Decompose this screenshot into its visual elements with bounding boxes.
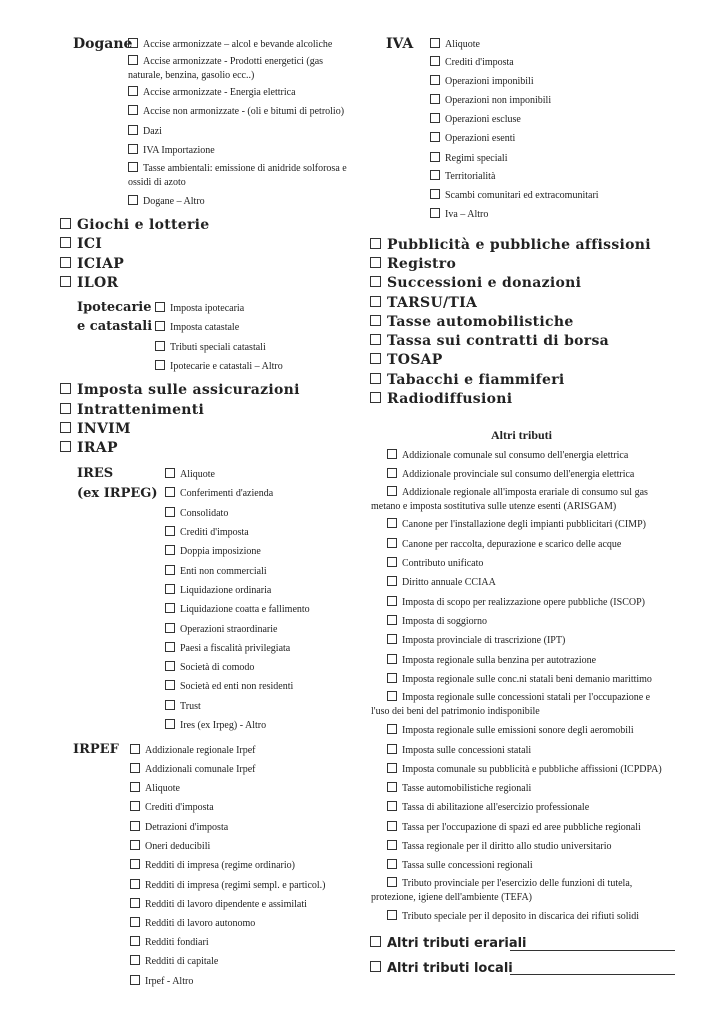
checkbox-label: Addizionale provinciale sul consumo dell'energia elettrica (402, 469, 635, 480)
checkbox-icon (130, 821, 140, 831)
checkbox-label: IVA Importazione (143, 145, 215, 156)
checkbox-icon (130, 801, 140, 811)
checkbox-icon (430, 75, 440, 85)
checkbox-ipotecarie-1[interactable] (155, 302, 244, 315)
checkbox-iva-6[interactable] (430, 132, 515, 145)
checkbox-label: Detrazioni d'imposta (145, 822, 229, 833)
checkbox-altri-5[interactable] (387, 538, 621, 551)
checkbox-label: Operazioni non imponibili (445, 95, 552, 106)
checkbox-tarsu[interactable] (370, 295, 477, 311)
checkbox-icon (387, 673, 397, 683)
checkbox-label: Conferimenti d'azienda (180, 488, 274, 499)
checkbox-iva-2[interactable] (430, 56, 514, 69)
checkbox-iva-10[interactable] (430, 208, 488, 221)
checkbox-label: Società di comodo (180, 662, 255, 673)
checkbox-altri-8[interactable] (387, 596, 645, 609)
checkbox-label: Imposta comunale su pubblicità e pubbliche affissioni (ICPDPA) (402, 764, 662, 775)
checkbox-icon (387, 468, 397, 478)
checkbox-icon (387, 691, 397, 701)
checkbox-icon (370, 353, 381, 364)
checkbox-label: Tributo speciale per il deposito in discarica dei rifiuti solidi (402, 911, 640, 922)
checkbox-label: Territorialità (445, 171, 496, 182)
checkbox-label: Operazioni imponibili (445, 76, 534, 87)
checkbox-icon (387, 744, 397, 754)
checkbox-label: Diritto annuale CCIAA (402, 577, 496, 588)
checkbox-label: Tassa per l'occupazione di spazi ed aree pubbliche regionali (402, 822, 641, 833)
altri-tributi-heading: Altri tributi (491, 428, 552, 442)
checkbox-label: Enti non commerciali (180, 566, 267, 577)
checkbox-icon (128, 105, 138, 115)
erariali-write-line[interactable] (510, 936, 675, 951)
checkbox-dogane-1[interactable] (128, 38, 332, 51)
checkbox-label: Canone per l'installazione degli impianti pubblicitari (CIMP) (402, 519, 646, 530)
checkbox-icon (128, 38, 138, 48)
checkbox-ipotecarie-2[interactable] (155, 321, 239, 334)
checkbox-icon (155, 360, 165, 370)
checkbox-label: Crediti d'imposta (445, 57, 514, 68)
checkbox-iva-1[interactable] (430, 38, 480, 51)
checkbox-altri-20[interactable] (387, 840, 612, 853)
checkbox-icon (165, 507, 175, 517)
checkbox-icon (60, 441, 71, 452)
checkbox-icon (128, 144, 138, 154)
checkbox-icon (430, 152, 440, 162)
checkbox-ires-5[interactable] (165, 545, 261, 558)
checkbox-iva-7[interactable] (430, 152, 508, 165)
ires-heading-1: IRES (77, 466, 114, 481)
checkbox-icon (165, 680, 175, 690)
checkbox-icon (387, 821, 397, 831)
checkbox-icon (370, 276, 381, 287)
checkbox-altri-2[interactable] (387, 468, 634, 481)
checkbox-label: INVIM (77, 421, 131, 437)
checkbox-icon (370, 392, 381, 403)
checkbox-icon (130, 840, 140, 850)
checkbox-label: Accise armonizzate – alcol e bevande alcoliche (143, 39, 333, 50)
checkbox-icon (387, 538, 397, 548)
checkbox-altri-3[interactable] (371, 486, 667, 514)
checkbox-ilor[interactable] (60, 275, 118, 291)
checkbox-ires-10[interactable] (165, 642, 290, 655)
checkbox-icon (430, 56, 440, 66)
checkbox-label: Tassa regionale per il diritto allo studio universitario (402, 841, 612, 852)
checkbox-label: Addizionale regionale Irpef (145, 745, 256, 756)
checkbox-ires-3[interactable] (165, 507, 228, 520)
checkbox-label: Trust (180, 701, 201, 712)
checkbox-icon (128, 55, 138, 65)
checkbox-label: Altri tributi locali (387, 961, 513, 976)
checkbox-giochi[interactable] (60, 217, 210, 233)
checkbox-icon (130, 975, 140, 985)
checkbox-icon (60, 218, 71, 229)
checkbox-icon (60, 257, 71, 268)
ires-heading-2: (ex IRPEG) (77, 486, 158, 501)
checkbox-altri-18[interactable] (387, 801, 589, 814)
checkbox-irpef-13[interactable] (130, 975, 193, 988)
checkbox-icon (430, 208, 440, 218)
checkbox-label: Tributo provinciale per l'esercizio delle funzioni di tutela, protezione, igiene dell'ambiente (TEFA) (371, 878, 633, 903)
checkbox-label: Iva – Altro (445, 209, 489, 220)
checkbox-label: Imposta regionale sulle concessioni statali per l'occupazione e l'uso dei beni del patrimonio indisponibile (371, 692, 651, 717)
checkbox-dogane-5[interactable] (128, 125, 162, 138)
checkbox-label: Aliquote (145, 783, 180, 794)
checkbox-icon (130, 744, 140, 754)
checkbox-label: Aliquote (180, 469, 215, 480)
checkbox-icon (165, 565, 175, 575)
checkbox-ires-12[interactable] (165, 680, 293, 693)
checkbox-dogane-6[interactable] (128, 144, 215, 157)
checkbox-altri-16[interactable] (387, 763, 662, 776)
checkbox-irpef-8[interactable] (130, 879, 326, 892)
checkbox-icon (60, 383, 71, 394)
checkbox-label: Tasse automobilistiche (387, 314, 574, 330)
checkbox-icon (155, 321, 165, 331)
checkbox-altri-21[interactable] (387, 859, 533, 872)
checkbox-ires-1[interactable] (165, 468, 215, 481)
checkbox-assicurazioni[interactable] (60, 382, 300, 398)
checkbox-icon (60, 276, 71, 287)
checkbox-icon (387, 634, 397, 644)
checkbox-ires-9[interactable] (165, 623, 277, 636)
checkbox-label: Scambi comunitari ed extracomunitari (445, 190, 599, 201)
checkbox-icon (165, 700, 175, 710)
checkbox-label: Aliquote (445, 39, 480, 50)
checkbox-label: Liquidazione ordinaria (180, 585, 272, 596)
checkbox-icon (128, 86, 138, 96)
checkbox-icon (128, 195, 138, 205)
checkbox-icon (387, 859, 397, 869)
checkbox-label: Contributo unificato (402, 558, 484, 569)
checkbox-label: Imposta provinciale di trascrizione (IPT) (402, 635, 566, 646)
checkbox-label: Tasse ambientali: emissione di anidride solforosa e ossidi di azoto (128, 163, 347, 188)
checkbox-label: Società ed enti non residenti (180, 681, 294, 692)
checkbox-dogane-8[interactable] (128, 195, 205, 208)
checkbox-icon (130, 879, 140, 889)
checkbox-tasse-auto[interactable] (370, 314, 574, 330)
checkbox-label: Redditi fondiari (145, 937, 209, 948)
checkbox-ires-2[interactable] (165, 487, 273, 500)
checkbox-icon (387, 486, 397, 496)
checkbox-icon (387, 576, 397, 586)
checkbox-label: Successioni e donazioni (387, 275, 582, 291)
checkbox-dogane-7[interactable] (128, 162, 360, 190)
checkbox-irap[interactable] (60, 440, 118, 456)
checkbox-label: Dogane – Altro (143, 196, 205, 207)
checkbox-altri-erariali[interactable] (370, 936, 527, 951)
checkbox-icon (370, 257, 381, 268)
checkbox-label: Crediti d'imposta (145, 802, 214, 813)
checkbox-label: Consolidato (180, 508, 229, 519)
checkbox-label: Imposta regionale sulla benzina per autotrazione (402, 655, 597, 666)
checkbox-tassa-borsa[interactable] (370, 333, 609, 349)
checkbox-altri-12[interactable] (387, 673, 652, 686)
checkbox-icon (370, 936, 381, 947)
checkbox-label: Ires (ex Irpeg) - Altro (180, 720, 267, 731)
checkbox-label: Redditi di lavoro dipendente e assimilati (145, 899, 307, 910)
checkbox-iva-9[interactable] (430, 189, 599, 202)
checkbox-label: Tassa sui contratti di borsa (387, 333, 610, 349)
checkbox-icon (387, 518, 397, 528)
checkbox-label: Addizionale regionale all'imposta erariale di consumo sul gas metano e imposta sostitutiva sulle utenze esenti (ARISGAM) (371, 487, 648, 512)
checkbox-label: Accise non armonizzate - (oli e bitumi di petrolio) (143, 106, 345, 117)
checkbox-label: Operazioni esenti (445, 133, 516, 144)
checkbox-label: Imposta regionale sulle conc.ni statali beni demanio marittimo (402, 674, 652, 685)
checkbox-irpef-5[interactable] (130, 821, 228, 834)
checkbox-iciap[interactable] (60, 256, 124, 272)
checkbox-label: Canone per raccolta, depurazione e scarico delle acque (402, 539, 622, 550)
checkbox-icon (430, 170, 440, 180)
checkbox-successioni[interactable] (370, 275, 581, 291)
checkbox-tabacchi[interactable] (370, 372, 565, 388)
checkbox-label: ILOR (77, 275, 119, 291)
checkbox-label: Tributi speciali catastali (170, 342, 266, 353)
checkbox-icon (165, 661, 175, 671)
checkbox-label: Operazioni escluse (445, 114, 521, 125)
checkbox-icon (165, 545, 175, 555)
dogane-heading: Dogane (73, 36, 133, 52)
checkbox-ires-6[interactable] (165, 565, 267, 578)
checkbox-icon (370, 334, 381, 345)
checkbox-irpef-2[interactable] (130, 763, 256, 776)
checkbox-iva-4[interactable] (430, 94, 551, 107)
checkbox-ici[interactable] (60, 236, 102, 252)
checkbox-label: Redditi di impresa (regimi sempl. e particol.) (145, 880, 326, 891)
checkbox-irpef-7[interactable] (130, 859, 295, 872)
checkbox-icon (130, 955, 140, 965)
checkbox-iva-8[interactable] (430, 170, 495, 183)
checkbox-ires-14[interactable] (165, 719, 266, 732)
checkbox-altri-6[interactable] (387, 557, 483, 570)
checkbox-altri-14[interactable] (387, 724, 634, 737)
checkbox-label: Registro (387, 256, 457, 272)
checkbox-icon (128, 125, 138, 135)
checkbox-altri-19[interactable] (387, 821, 641, 834)
checkbox-icon (387, 449, 397, 459)
checkbox-icon (430, 94, 440, 104)
checkbox-label: Addizionali comunale Irpef (145, 764, 256, 775)
checkbox-irpef-6[interactable] (130, 840, 210, 853)
checkbox-icon (165, 584, 175, 594)
checkbox-ipotecarie-3[interactable] (155, 341, 266, 354)
checkbox-icon (387, 910, 397, 920)
checkbox-icon (430, 38, 440, 48)
checkbox-icon (60, 422, 71, 433)
irpef-heading: IRPEF (73, 742, 119, 757)
checkbox-label: Giochi e lotterie (77, 217, 210, 233)
checkbox-label: Addizionale comunale sul consumo dell'energia elettrica (402, 450, 629, 461)
checkbox-icon (130, 898, 140, 908)
checkbox-irpef-11[interactable] (130, 936, 209, 949)
checkbox-label: Irpef - Altro (145, 976, 194, 987)
checkbox-dogane-3[interactable] (128, 86, 296, 99)
checkbox-label: ICI (77, 236, 103, 252)
checkbox-label: Accise armonizzate - Energia elettrica (143, 87, 296, 98)
checkbox-label: Redditi di impresa (regime ordinario) (145, 860, 295, 871)
checkbox-irpef-3[interactable] (130, 782, 180, 795)
checkbox-irpef-9[interactable] (130, 898, 307, 911)
checkbox-label: TOSAP (387, 352, 443, 368)
checkbox-icon (370, 296, 381, 307)
checkbox-ires-8[interactable] (165, 603, 310, 616)
checkbox-icon (370, 961, 381, 972)
checkbox-icon (60, 237, 71, 248)
checkbox-label: Altri tributi erariali (387, 936, 527, 951)
checkbox-altri-1[interactable] (387, 449, 628, 462)
checkbox-icon (130, 917, 140, 927)
checkbox-label: Imposta regionale sulle emissioni sonore degli aeromobili (402, 725, 634, 736)
checkbox-altri-17[interactable] (387, 782, 531, 795)
checkbox-radiodiffusioni[interactable] (370, 391, 512, 407)
checkbox-registro[interactable] (370, 256, 456, 272)
checkbox-icon (387, 782, 397, 792)
checkbox-tosap[interactable] (370, 352, 443, 368)
checkbox-icon (128, 162, 138, 172)
checkbox-irpef-1[interactable] (130, 744, 256, 757)
checkbox-label: Imposta ipotecaria (170, 303, 245, 314)
locali-write-line[interactable] (510, 960, 675, 975)
checkbox-icon (387, 801, 397, 811)
checkbox-altri-4[interactable] (387, 518, 646, 531)
checkbox-irpef-10[interactable] (130, 917, 255, 930)
checkbox-icon (165, 623, 175, 633)
checkbox-ipotecarie-4[interactable] (155, 360, 283, 373)
checkbox-altri-10[interactable] (387, 634, 565, 647)
checkbox-iva-5[interactable] (430, 113, 521, 126)
checkbox-icon (387, 615, 397, 625)
checkbox-label: Imposta di soggiorno (402, 616, 487, 627)
checkbox-icon (130, 859, 140, 869)
checkbox-label: Doppia imposizione (180, 546, 261, 557)
checkbox-icon (370, 238, 381, 249)
checkbox-dogane-2[interactable] (128, 55, 358, 83)
checkbox-label: Crediti d'imposta (180, 527, 249, 538)
checkbox-icon (387, 596, 397, 606)
checkbox-icon (130, 763, 140, 773)
checkbox-icon (387, 763, 397, 773)
checkbox-dogane-4[interactable] (128, 105, 344, 118)
checkbox-iva-3[interactable] (430, 75, 534, 88)
checkbox-label: IRAP (77, 440, 118, 456)
checkbox-icon (130, 782, 140, 792)
checkbox-icon (165, 719, 175, 729)
checkbox-icon (165, 468, 175, 478)
checkbox-label: Dazi (143, 126, 162, 137)
ipotecarie-heading-1: Ipotecarie (77, 300, 152, 315)
checkbox-label: Tabacchi e fiammiferi (387, 372, 565, 388)
checkbox-ires-11[interactable] (165, 661, 254, 674)
checkbox-label: Liquidazione coatta e fallimento (180, 604, 310, 615)
checkbox-icon (430, 113, 440, 123)
checkbox-icon (387, 840, 397, 850)
checkbox-ires-4[interactable] (165, 526, 249, 539)
checkbox-label: Regimi speciali (445, 153, 508, 164)
checkbox-intrattenimenti[interactable] (60, 402, 204, 418)
iva-heading: IVA (386, 36, 414, 52)
checkbox-label: Imposta sulle concessioni statali (402, 745, 532, 756)
checkbox-icon (155, 341, 165, 351)
checkbox-label: Redditi di capitale (145, 956, 219, 967)
checkbox-label: Tasse automobilistiche regionali (402, 783, 532, 794)
checkbox-altri-locali[interactable] (370, 961, 513, 976)
checkbox-label: Imposta sulle assicurazioni (77, 382, 300, 398)
checkbox-icon (165, 526, 175, 536)
checkbox-altri-7[interactable] (387, 576, 496, 589)
checkbox-altri-13[interactable] (371, 691, 671, 719)
checkbox-label: Paesi a fiscalità privilegiata (180, 643, 291, 654)
checkbox-icon (130, 936, 140, 946)
checkbox-label: Tassa di abilitazione all'esercizio professionale (402, 802, 590, 813)
ipotecarie-heading-2: e catastali (77, 319, 153, 334)
checkbox-icon (430, 132, 440, 142)
checkbox-label: Intrattenimenti (77, 402, 205, 418)
checkbox-label: Imposta di scopo per realizzazione opere pubbliche (ISCOP) (402, 597, 645, 608)
checkbox-icon (165, 603, 175, 613)
checkbox-invim[interactable] (60, 421, 131, 437)
checkbox-icon (387, 724, 397, 734)
checkbox-label: Tassa sulle concessioni regionali (402, 860, 533, 871)
checkbox-icon (370, 373, 381, 384)
checkbox-icon (60, 403, 71, 414)
checkbox-label: Oneri deducibili (145, 841, 211, 852)
checkbox-ires-7[interactable] (165, 584, 271, 597)
checkbox-icon (165, 487, 175, 497)
checkbox-icon (387, 654, 397, 664)
checkbox-altri-9[interactable] (387, 615, 487, 628)
checkbox-pubblicita[interactable] (370, 237, 651, 253)
checkbox-ires-13[interactable] (165, 700, 201, 713)
checkbox-altri-22[interactable] (371, 877, 663, 905)
checkbox-label: TARSU/TIA (387, 295, 478, 311)
checkbox-altri-23[interactable] (387, 910, 639, 923)
checkbox-icon (155, 302, 165, 312)
checkbox-label: Accise armonizzate - Prodotti energetici (gas naturale, benzina, gasolio ecc..) (128, 56, 324, 81)
checkbox-icon (430, 189, 440, 199)
checkbox-label: Redditi di lavoro autonomo (145, 918, 256, 929)
checkbox-icon (387, 877, 397, 887)
checkbox-label: Pubblicità e pubbliche affissioni (387, 237, 651, 253)
checkbox-icon (165, 642, 175, 652)
checkbox-label: ICIAP (77, 256, 125, 272)
checkbox-irpef-12[interactable] (130, 955, 218, 968)
checkbox-label: Radiodiffusioni (387, 391, 513, 407)
checkbox-altri-11[interactable] (387, 654, 596, 667)
checkbox-label: Operazioni straordinarie (180, 624, 278, 635)
checkbox-label: Imposta catastale (170, 322, 240, 333)
checkbox-altri-15[interactable] (387, 744, 531, 757)
checkbox-icon (370, 315, 381, 326)
checkbox-icon (387, 557, 397, 567)
checkbox-irpef-4[interactable] (130, 801, 214, 814)
checkbox-label: Ipotecarie e catastali – Altro (170, 361, 283, 372)
